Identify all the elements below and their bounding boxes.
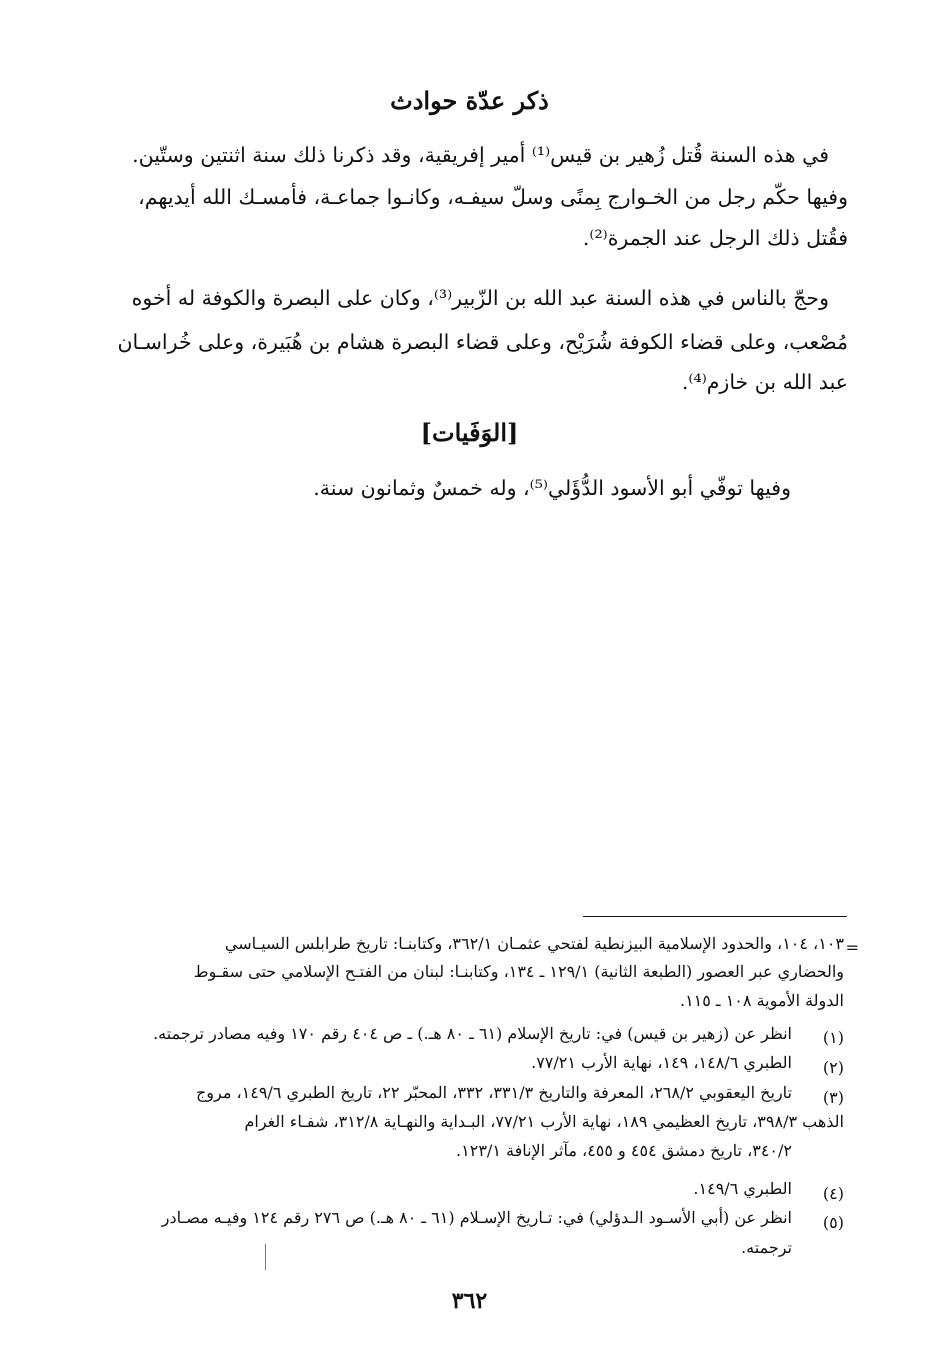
footnote-number: (٣) xyxy=(822,1088,844,1107)
footnote-line: انظر عن (زهير بن قيس) في: تاريخ الإسلام (٦١ ـ ٨٠ هـ.) ـ ص ٤٠٤ رقم ١٧٠ وفيه مصادر ترجمته. xyxy=(153,1024,792,1043)
footnote-line: ٣٤٠/٢، تاريخ دمشق ٤٥٤ و ٤٥٥، مآثر الإنافة ١٢٣/١. xyxy=(456,1141,792,1160)
paragraph-line: وفيها حكّم رجل من الخـوارج بِمنًى وسلّ سيفـه، وكانـوا جماعـة، فأمسـك الله أيديهم، xyxy=(138,185,848,209)
footnote-line: الطبري ١٤٨/٦، ١٤٩، نهاية الأرب ٧٧/٢١. xyxy=(531,1053,792,1072)
paragraph-line: مُصْعب، وعلى قضاء الكوفة شُرَيْح، وعلى قضاء البصرة هشام بن هُبَيرة، وعلى خُراسـان xyxy=(117,330,848,354)
footnote-number: (٥) xyxy=(822,1213,844,1232)
subtitle: [الوَفَيات] xyxy=(420,418,519,447)
paragraph-line: وحجّ بالناس في هذه السنة عبد الله بن الزّبير⁽³⁾، وكان على البصرة والكوفة له أخوه xyxy=(131,286,829,310)
footnote-line: تاريخ اليعقوبي ٢٦٨/٢، المعرفة والتاريخ ٣٣١/٣، ٣٣٢، المحبّر ٢٢، تاريخ الطبري ١٤٩/٦، مروج xyxy=(195,1083,792,1102)
footnote-line: الطبري ١٤٩/٦. xyxy=(693,1179,792,1198)
page-number: ٣٦٢ xyxy=(451,1288,488,1314)
footnote-number: (١) xyxy=(822,1028,844,1047)
footnote-line: والحضاري عبر العصور (الطبعة الثانية) ١٢٩/١ ـ ١٣٤، وكتابنـا: لبنان من الفتـح الإسلامي حتى سقـوط xyxy=(193,962,844,981)
section-title: ذكر عدّة حوادث xyxy=(390,86,549,115)
footnote-number: (٢) xyxy=(822,1058,844,1077)
footnote-line: ترجمته. xyxy=(741,1238,792,1257)
continuation-marker: = xyxy=(845,938,859,957)
footnote-line: ١٠٣، ١٠٤، والحدود الإسلامية البيزنطية لفتحي عثمـان ٣٦٢/١، وكتابنـا: تاريخ طرابلس السيـاسي xyxy=(224,934,844,953)
footnote-line: انظر عن (أبي الأسـود الـدؤلي) في: تـاريخ الإسـلام (٦١ ـ ٨٠ هـ.) ص ٢٧٦ رقم ١٢٤ وفيـه مصـادر xyxy=(161,1208,792,1227)
scan-mark xyxy=(265,1244,266,1270)
footnote-line: الدولة الأموية ١٠٨ ـ ١١٥. xyxy=(679,991,844,1010)
paragraph-line: وفيها توفّي أبو الأسود الدُّؤَلي⁽⁵⁾، وله خمسٌ وثمانون سنة. xyxy=(313,476,791,500)
paragraph-line: فقُتل ذلك الرجل عند الجمرة⁽²⁾. xyxy=(582,226,848,250)
footnote-rule xyxy=(583,916,847,917)
paragraph-line: عبد الله بن خازم⁽⁴⁾. xyxy=(681,370,848,394)
paragraph-line: في هذه السنة قُتل زُهير بن قيس⁽¹⁾ أمير إفريقية، وقد ذكرنا ذلك سنة اثنتين وستّين. xyxy=(132,143,829,167)
footnote-number: (٤) xyxy=(822,1184,844,1203)
footnote-line: الذهب ٣٩٨/٣، تاريخ العظيمي ١٨٩، نهاية الأرب ٧٧/٢١، البـداية والنهـاية ٣١٢/٨، شفـاء الغرام xyxy=(244,1112,844,1131)
